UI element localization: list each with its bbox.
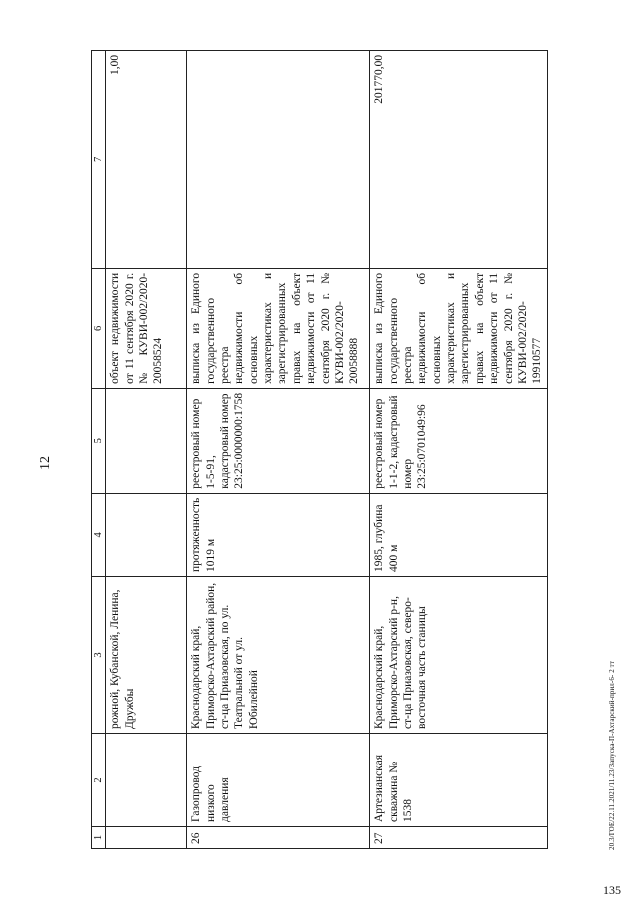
row-number: 26 bbox=[187, 827, 370, 849]
basis-document: выписка из Единого государственного реестра недвижимости об основных характеристиках и зарегистрированных правах на объект недвижимости от 11 сентября 2020 г. № КУВИ-002/2020-19910577 bbox=[370, 268, 548, 388]
footer-code: 20.3/ГОЕ/22.11.2021/11.23/Запуска-П-Ахтарский-прил-6- 2 тт bbox=[608, 661, 616, 850]
object-location: рожной, Кубанской, Ленина, Дружбы bbox=[106, 577, 187, 734]
header-cell: 3 bbox=[92, 577, 106, 734]
registry-numbers: реестровый номер 1-5-91, кадастровый номер 23:25:0000000:1758 bbox=[187, 388, 370, 493]
header-row bbox=[92, 50, 106, 848]
object-characteristics bbox=[106, 493, 187, 576]
object-name: Артезианская скважина № 1538 bbox=[370, 734, 548, 827]
registry-numbers: реестровый номер 1-1-2, кадастровый номер 23:25:0701049:96 bbox=[370, 388, 548, 493]
table-row bbox=[370, 50, 548, 848]
header-cell: 2 bbox=[92, 734, 106, 827]
header-cell: 1 bbox=[92, 827, 106, 849]
object-name bbox=[106, 734, 187, 827]
table-row bbox=[106, 50, 187, 848]
header-cell: 5 bbox=[92, 388, 106, 493]
row-number bbox=[106, 827, 187, 849]
property-table bbox=[91, 50, 548, 849]
object-value: 201770,00 bbox=[370, 50, 548, 268]
object-value bbox=[187, 50, 370, 268]
basis-document: объект недвижимости от 11 сентября 2020 г. № КУВИ-002/2020-20058524 bbox=[106, 268, 187, 388]
bottom-page-number: 135 bbox=[603, 883, 621, 897]
header-cell: 7 bbox=[92, 50, 106, 268]
object-name: Газопровод низкого давления bbox=[187, 734, 370, 827]
object-characteristics: протяженность 1019 м bbox=[187, 493, 370, 576]
header-cell: 4 bbox=[92, 493, 106, 576]
object-location: Краснодарский край, Приморско-Ахтарский р-н, ст-ца Приазовская, северо-восточная часть станицы bbox=[370, 577, 548, 734]
object-characteristics: 1985, глубина 400 м bbox=[370, 493, 548, 576]
object-value: 1,00 bbox=[106, 50, 187, 268]
row-number: 27 bbox=[370, 827, 548, 849]
basis-document: выписка из Единого государственного реестра недвижимости об основных характеристиках и зарегистрированных правах на объект недвижимости от 11 сентября 2020 г. № КУВИ-002/2020-20058888 bbox=[187, 268, 370, 388]
page-number: 12 bbox=[38, 456, 53, 470]
header-cell: 6 bbox=[92, 268, 106, 388]
table-row bbox=[187, 50, 370, 848]
registry-numbers bbox=[106, 388, 187, 493]
object-location: Краснодарский край, Приморско-Ахтарский район, ст-ца Приазовская, по ул. Театральной от ул. Юбилейной bbox=[187, 577, 370, 734]
